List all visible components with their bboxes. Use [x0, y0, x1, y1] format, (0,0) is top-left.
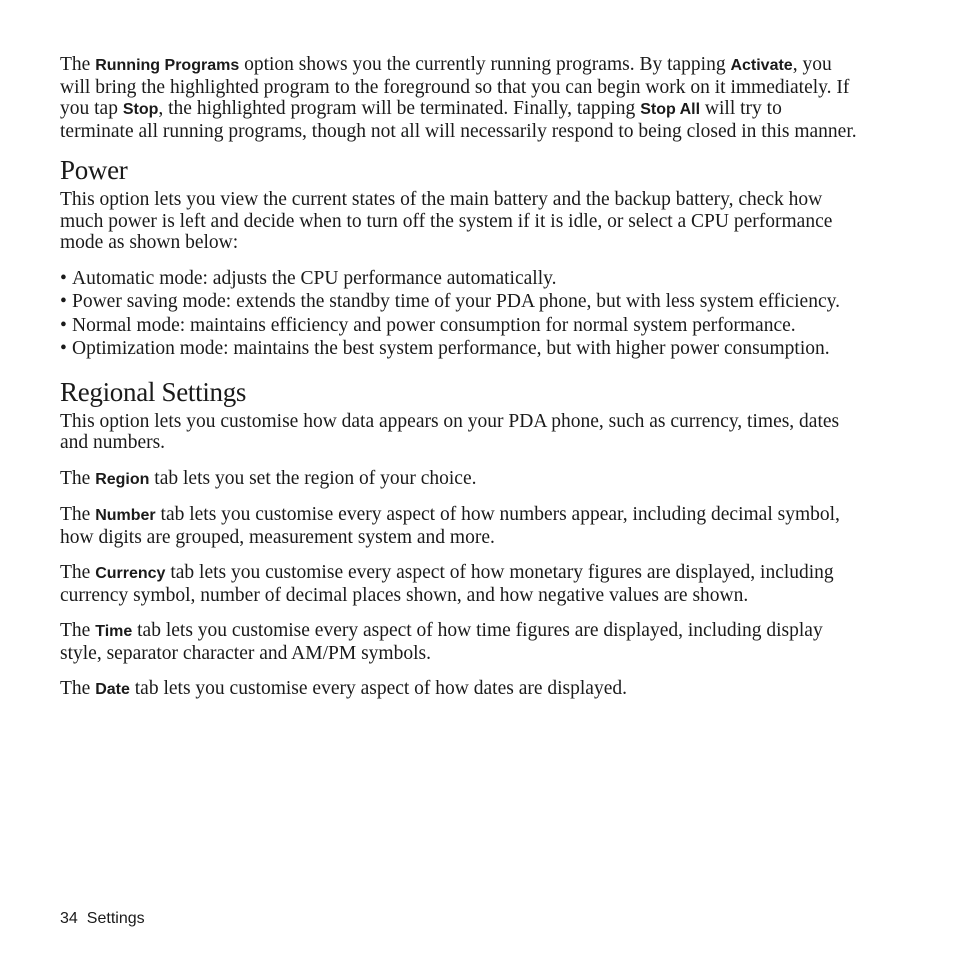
intro-paragraph	[60, 54, 860, 142]
stop-all-term: Stop All	[640, 101, 701, 118]
tab-text-pre: The	[60, 504, 96, 525]
bullet-marker: •	[60, 314, 67, 336]
tab-text-pre: The	[60, 467, 96, 489]
intro-text-2: option shows you the currently running programs. By tapping	[239, 54, 731, 75]
intro-text-5: will try to terminate all running programs, though not all will necessarily respond to being closed in this manner.	[60, 98, 857, 142]
power-heading: Power	[60, 155, 128, 185]
bullet-marker: •	[60, 338, 67, 359]
region-tab-paragraph	[60, 468, 860, 491]
number-tab-term: Number	[95, 507, 156, 524]
page-footer	[60, 909, 145, 929]
list-item	[60, 291, 860, 313]
list-item-text: Automatic mode: adjusts the CPU performance automatically.	[72, 267, 557, 289]
tab-text-pre: The	[60, 562, 96, 583]
page-number: 34	[60, 910, 78, 927]
currency-tab-paragraph	[60, 562, 860, 606]
tab-text-pre: The	[60, 620, 96, 641]
number-tab-paragraph	[60, 504, 860, 548]
power-description: This option lets you view the current states of the main battery and the backup battery, check how much power is left and decide when to turn off the system if it is idle, or select a CPU performance mode as shown below:	[60, 189, 833, 253]
footer-section-title: Settings	[86, 910, 145, 927]
tab-text-pre: The	[60, 678, 96, 699]
time-tab-paragraph	[60, 620, 860, 664]
bullet-marker: •	[60, 291, 67, 312]
tab-text-post: tab lets you customise every aspect of how dates are displayed.	[129, 678, 627, 699]
regional-settings-heading: Regional Settings	[60, 376, 247, 407]
list-item	[60, 268, 860, 290]
date-tab-term: Date	[95, 681, 130, 698]
intro-text-1: The	[60, 54, 96, 75]
power-mode-list	[60, 268, 860, 360]
intro-text-3: , you will bring the highlighted program to the foreground so that you can begin work on it immediately. If you tap	[60, 54, 850, 119]
page-content	[60, 54, 860, 701]
date-tab-paragraph	[60, 678, 860, 701]
tab-text-post: tab lets you customise every aspect of how numbers appear, including decimal symbol, how digits are grouped, measurement system and more.	[60, 504, 840, 548]
list-item	[60, 315, 860, 337]
regional-description: This option lets you customise how data appears on your PDA phone, such as currency, times, dates and numbers.	[60, 410, 840, 453]
tab-text-post: tab lets you customise every aspect of how monetary figures are displayed, including currency symbol, number of decimal places shown, and how negative values are shown.	[60, 562, 834, 606]
intro-text-4: , the highlighted program will be terminated. Finally, tapping	[158, 98, 641, 119]
region-tab-term: Region	[95, 470, 150, 488]
list-item-text: Optimization mode: maintains the best system performance, but with higher power consumption.	[72, 338, 830, 359]
currency-tab-term: Currency	[95, 565, 166, 582]
list-item-text: Normal mode: maintains efficiency and power consumption for normal system performance.	[72, 314, 796, 336]
activate-term: Activate	[730, 57, 793, 74]
list-item-text: Power saving mode: extends the standby time of your PDA phone, but with less system efficiency.	[72, 291, 840, 312]
stop-term: Stop	[122, 101, 159, 118]
time-tab-term: Time	[95, 623, 133, 640]
list-item	[60, 338, 860, 360]
tab-text-post: tab lets you customise every aspect of how time figures are displayed, including display style, separator character and AM/PM symbols.	[60, 620, 823, 664]
running-programs-term: Running Programs	[95, 57, 240, 74]
bullet-marker: •	[60, 267, 67, 289]
tab-text-post: tab lets you set the region of your choice.	[149, 467, 477, 489]
